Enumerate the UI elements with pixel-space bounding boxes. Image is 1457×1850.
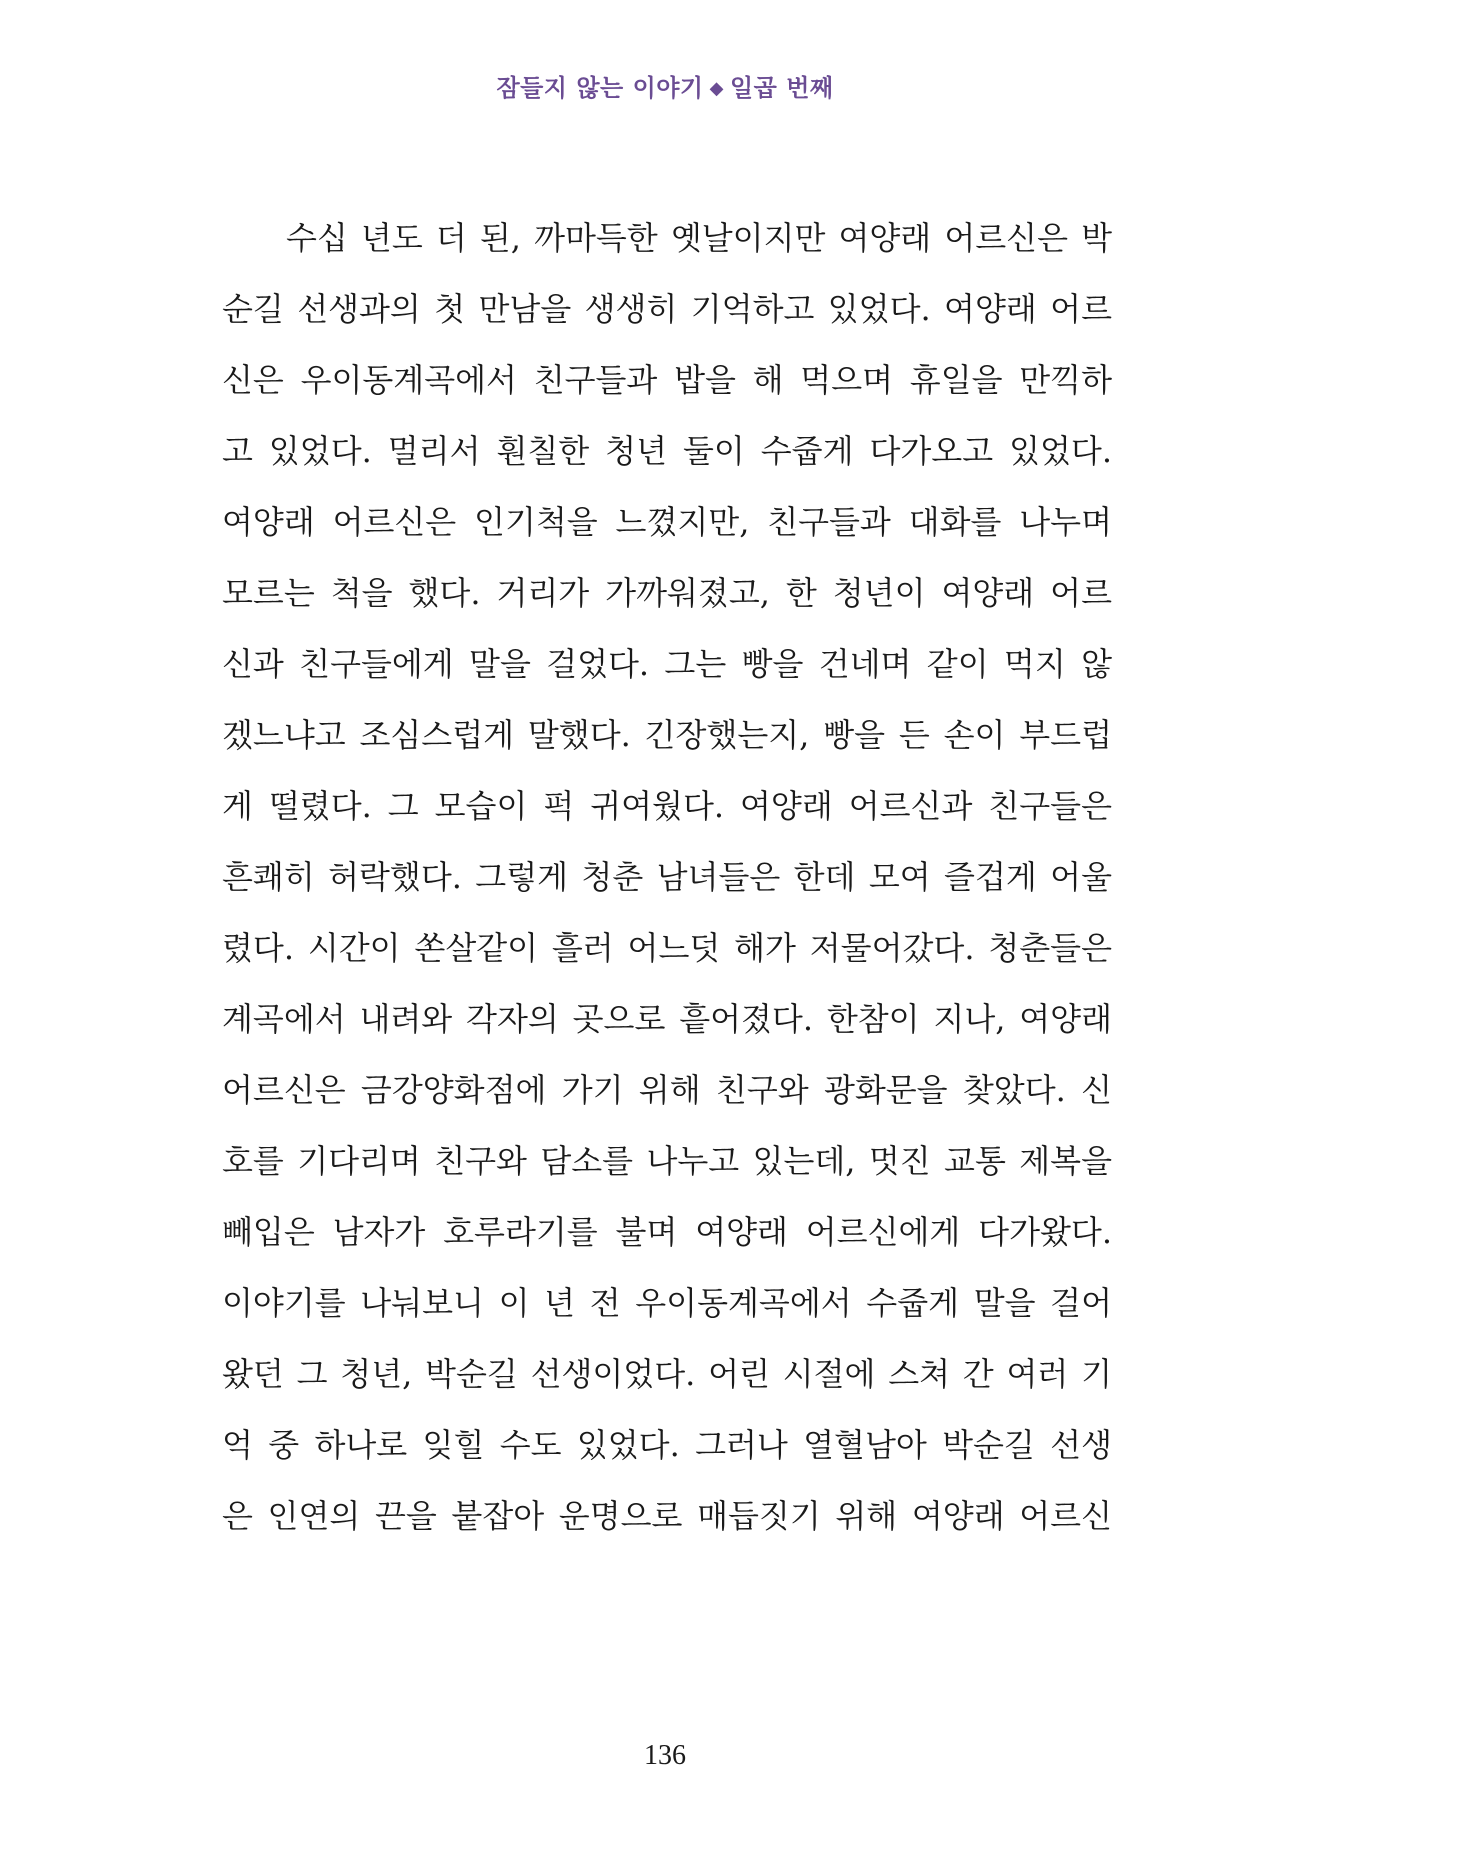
header-chapter-title: 일곱 번째 xyxy=(729,73,834,102)
text-line: 순길 선생과의 첫 만남을 생생히 기억하고 있었다. 여양래 어르 xyxy=(222,290,1112,328)
text-line: 렸다. 시간이 쏜살같이 흘러 어느덧 해가 저물어갔다. 청춘들은 xyxy=(222,929,1112,967)
text-line: 수십 년도 더 된, 까마득한 옛날이지만 여양래 어르신은 박 xyxy=(286,219,1112,257)
text-line: 게 떨렸다. 그 모습이 퍽 귀여웠다. 여양래 어르신과 친구들은 xyxy=(222,787,1112,825)
text-line: 겠느냐고 조심스럽게 말했다. 긴장했는지, 빵을 든 손이 부드럽 xyxy=(222,716,1112,754)
text-line: 계곡에서 내려와 각자의 곳으로 흩어졌다. 한참이 지나, 여양래 xyxy=(222,1000,1112,1038)
diamond-separator-icon: ◆ xyxy=(709,78,724,99)
page-number: 136 xyxy=(644,1740,686,1771)
text-line: 호를 기다리며 친구와 담소를 나누고 있는데, 멋진 교통 제복을 xyxy=(222,1142,1112,1180)
text-line: 흔쾌히 허락했다. 그렇게 청춘 남녀들은 한데 모여 즐겁게 어울 xyxy=(222,858,1112,896)
text-line: 신은 우이동계곡에서 친구들과 밥을 해 먹으며 휴일을 만끽하 xyxy=(222,361,1112,399)
text-line: 모르는 척을 했다. 거리가 가까워졌고, 한 청년이 여양래 어르 xyxy=(222,574,1112,612)
text-line: 왔던 그 청년, 박순길 선생이었다. 어린 시절에 스쳐 간 여러 기 xyxy=(222,1355,1112,1393)
body-paragraph xyxy=(222,203,1112,1552)
text-line: 고 있었다. 멀리서 훤칠한 청년 둘이 수줍게 다가오고 있었다. xyxy=(222,432,1112,470)
text-line: 이야기를 나눠보니 이 년 전 우이동계곡에서 수줍게 말을 걸어 xyxy=(222,1284,1112,1322)
text-line: 억 중 하나로 잊힐 수도 있었다. 그러나 열혈남아 박순길 선생 xyxy=(222,1426,1112,1464)
text-line: 어르신은 금강양화점에 가기 위해 친구와 광화문을 찾았다. 신 xyxy=(222,1071,1112,1109)
text-line: 은 인연의 끈을 붙잡아 운명으로 매듭짓기 위해 여양래 어르신 xyxy=(222,1497,1112,1535)
text-line: 빼입은 남자가 호루라기를 불며 여양래 어르신에게 다가왔다. xyxy=(222,1213,1112,1251)
text-line: 신과 친구들에게 말을 걸었다. 그는 빵을 건네며 같이 먹지 않 xyxy=(222,645,1112,683)
header-book-title: 잠들지 않는 이야기 xyxy=(496,73,704,102)
running-header xyxy=(0,68,1330,103)
text-line: 여양래 어르신은 인기척을 느꼈지만, 친구들과 대화를 나누며 xyxy=(222,503,1112,541)
